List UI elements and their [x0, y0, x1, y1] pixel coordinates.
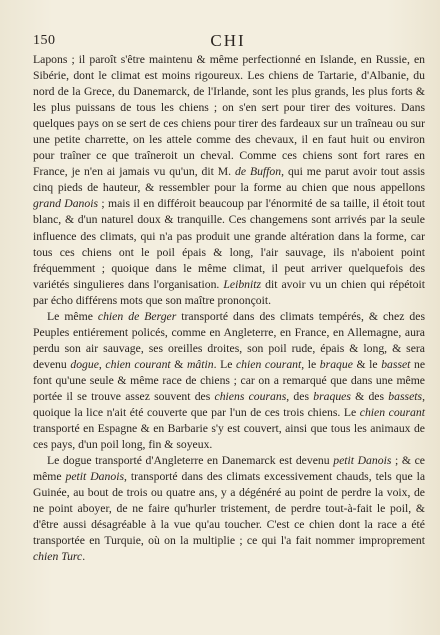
- italic-text: chien courant: [105, 357, 171, 371]
- italic-text: grand Danois: [33, 197, 99, 211]
- italic-text: chiens courans: [214, 389, 287, 403]
- italic-text: de Buffon: [235, 165, 282, 179]
- text-run: ,: [98, 357, 106, 371]
- text-run: ; & ce même: [33, 454, 425, 484]
- body-text: [33, 52, 425, 566]
- text-run: transporté en Espagne & en Barbarie s'y est couvert, ainsi que tous les animaux de ces pays, d'un poil long, fin & soyeux.: [33, 422, 425, 452]
- text-run: & des: [350, 389, 389, 403]
- text-run: Le même: [47, 309, 98, 323]
- text-run: dit avoir vu un chien qui répétoit par écho différens mots que son maître prononçoit.: [33, 277, 425, 307]
- italic-text: chien courant: [359, 406, 425, 420]
- text-run: & le: [352, 357, 382, 371]
- italic-text: braques: [313, 389, 351, 403]
- italic-text: chien de Berger: [97, 309, 177, 323]
- italic-text: chien courant: [236, 357, 302, 371]
- italic-text: basset: [381, 357, 411, 371]
- text-run: , qui me parut avoir tout assis cinq pieds de hauteur, & ressembler pour la forme au chien que nous appellons: [33, 165, 425, 195]
- italic-text: Leibnitz: [223, 277, 262, 291]
- text-run: . Le: [213, 357, 236, 371]
- text-run: , quoique la lice n'ait été couverte que par l'un de ces trois chiens. Le: [33, 389, 425, 420]
- text-run: , le: [301, 357, 320, 371]
- paragraph: [33, 52, 425, 309]
- text-run: Lapons ; il paroît s'être maintenu & même perfectionné en Islande, en Russie, en Sibérie, dont le climat est moins rigoureux. Les chiens de Tartarie, d'Albanie, du nord de la Grece, du Danemarck, de l'Irlande, sont les plus grands, les plus forts & les plus puissans de tous les chiens ; on s'en sert pour tirer des voitures. Dans quelques pays on se sert de ces chiens pour tirer des fardeaux sur un traîneau ou sur une petite charrette, on les attele comme des chevaux, il en faut huit ou environ pour traîner ce que traîneroit un cheval. Comme ces chiens sont fort rares en France, je n'en ai jamais vu qu'un, dit M.: [33, 53, 425, 179]
- italic-text: mâtin: [186, 357, 214, 371]
- italic-text: petit Danois: [333, 454, 392, 468]
- paragraph: [33, 309, 425, 453]
- text-run: , des: [286, 389, 314, 403]
- italic-text: dogue: [70, 357, 99, 371]
- text-run: Le dogue transporté d'Angleterre en Danemarck est devenu: [47, 454, 334, 468]
- italic-text: braque: [319, 357, 353, 371]
- text-run: .: [82, 550, 86, 564]
- running-head: CHI: [210, 31, 246, 50]
- text-run: ne font qu'une seule & même race de chiens ; car on a remarqué que dans une même portée il se trouve assez souvent des: [33, 357, 426, 403]
- page-header: [33, 33, 423, 53]
- text-run: ; mais il en différoit beaucoup par l'énormité de sa taille, il étoit tout blanc, & d'un naturel doux & tranquille. Ces changemens sont arrivés par la seule influence des climats, qui n'a pas produit une grande altération dans la forme, car tous ces chiens ont le poil épais & long, l'air sauvage, ils n'aboient point fréquemment ; quoique dans le même climat, il peut arriver quelquefois des variétés singulieres dans l'organisation.: [33, 197, 425, 291]
- paragraph: [33, 453, 425, 565]
- italic-text: chien Turc: [33, 550, 83, 564]
- italic-text: petit Danois: [65, 470, 125, 484]
- text-run: , transporté dans des climats excessivement chauds, tels que la Guinée, au bout de trois ou quatre ans, y a dégénéré au point de perdre la voix, de ne point aboyer, de ne faire qu'hurler tristement, de perdre tout-à-fait le poil, & d'être aussi désagréable à la vue qu'au toucher. C'est ce chien dont la race a été transportée en Turquie, où on la multiplie ; ce qui l'a fait nommer improprement: [33, 470, 426, 548]
- text-run: &: [170, 357, 187, 371]
- page-number: 150: [33, 33, 56, 48]
- italic-text: bassets: [388, 389, 423, 403]
- text-run: transporté dans des climats tempérés, & chez des Peuples entiérement policés, comme en Angleterre, en France, en Allemagne, aura perdu son air sauvage, ses oreilles droites, son poil rude, épais & long, & sera devenu: [33, 309, 425, 371]
